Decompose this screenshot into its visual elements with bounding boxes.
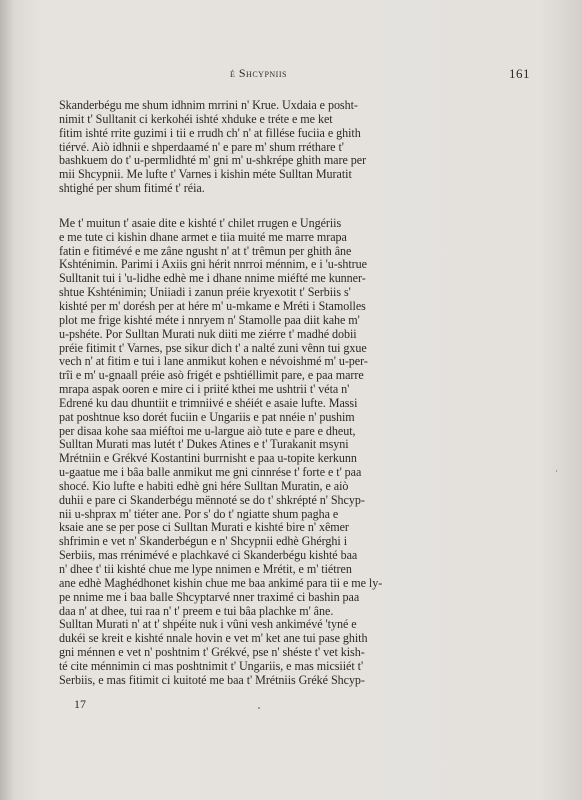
text-line: duhii e pare ci Skanderbégu mënnoté se do t' shkrépté n' Shcyp- <box>59 493 365 507</box>
text-line: gni ménnen e vet n' poshtnim t' Grékvé, pse n' shéste t' vet kish- <box>59 646 365 660</box>
text-line: fatin e fitimévé e me zâne ngusht n' at t' trêmun per ghith âne <box>59 244 352 258</box>
text-line: Skanderbégu me shum idhnim mrrini n' Krue. Uxdaia e posht- <box>59 99 358 112</box>
signature-mark: 17 <box>74 697 86 711</box>
text-line: préie fitimit t' Varnes, pse sikur dich t' a nalté zuni vênn tui gxue <box>59 341 367 355</box>
text-line: nii u-shprax m' tiéter ane. Por s' do t' ngiatte shum pagha e <box>59 507 339 521</box>
paper-speck <box>556 470 557 472</box>
text-line: nimit t' Sulltanit ci kerkohéi ishté xhduke e tréte e me ket <box>59 112 333 126</box>
text-line: shocé. Kio lufte e habiti edhè gni hére Sulltan Muratin, e aiò <box>59 479 349 493</box>
paragraph <box>59 99 531 196</box>
text-line: u-pshéte. Por Sulltan Murati nuk diiti me ziérre t' madhé dobii <box>59 327 357 341</box>
text-line: kishté per m' dorésh per at hére m' u-mkame e Mréti i Stamolles <box>59 299 366 313</box>
text-line: vech n' at fitim e tui i lane anmikut kohen e névoishmé m' u-per- <box>59 355 368 369</box>
paragraph <box>59 217 531 688</box>
text-line: fitim ishté rrite guzimi i tii e rrudh ch' n' at fillése fuciia e ghith <box>59 126 361 140</box>
text-line: per disaa kohe saa miéftoi me u-largue aiò tute e pare e dheut, <box>59 424 356 438</box>
text-line: mrapa aspak ooren e mire ci i priité kthei me ushtrii t' véta n' <box>59 383 350 397</box>
text-line: e me tute ci kishin dhane armet e tiia muité me marre mrapa <box>59 230 347 244</box>
text-line: bashkuem do t' u-permlidhté m' gni m' u-shkrépe ghith mare per <box>59 154 367 168</box>
text-line: shtighé per shum fitimé t' réia. <box>59 182 205 196</box>
running-title: é Shcypniis <box>230 66 287 80</box>
text-line: shtue Kshténimin; Uniiadi i zanun préie kryexotit t' Serbiis s' <box>59 286 351 300</box>
text-line: Sulltanit tui i 'u-lidhe edhè me i dhane nnime miéfté me kunner- <box>59 272 366 286</box>
page-number: 161 <box>509 66 530 81</box>
text-line: ksaie ane se per pose ci Sulltan Murati e kishté bire n' xêmer <box>59 521 349 535</box>
text-line: Edrené ku dau dhuntiit e trimniivé e shéiét e asaie lufte. Massi <box>59 396 358 410</box>
text-line: Serbiis, mas rrénimévé e plachkavé ci Skanderbégu kishté baa <box>59 549 358 563</box>
text-line: daa n' at dhee, tui raa n' t' preem e tui bâa plachke m' âne. <box>59 604 334 618</box>
text-line: trîi e m' u-gnaall préie asò frigét e pshtiéllimit pare, e paa marre <box>59 369 364 383</box>
text-line: ane edhè Maghédhonet kishin chue me baa ankimé para tii e me ly- <box>59 576 383 590</box>
text-line: dukéi se kreit e kishté nnale hovin e vet m' ket ane tui pase ghith <box>59 632 368 646</box>
text-line: pe nnime me i baa balle Shcyptarvé nner traximé ci bashin paa <box>59 590 360 604</box>
text-line: Me t' muitun t' asaie dite e kishté t' chilet rrugen e Ungériis <box>59 216 342 230</box>
text-line: Serbiis, e mas fitimit ci kuitoté me baa t' Mrétniis Gréké Shcyp- <box>59 673 365 687</box>
text-line: Sulltan Murati n' at t' shpéite nuk i vûni vesh ankimévé 'tyné e <box>59 618 357 632</box>
text-line: plot me frige kishté méte i nnryem n' Stamolle paa diit kahe m' <box>59 313 360 327</box>
text-line: shfrimin e vet n' Skanderbégun e n' Shcypnii edhè Ghérghi i <box>59 535 348 549</box>
text-line: mii Shcypnii. Me lufte t' Varnes i kishin méte Sulltan Muratit <box>59 168 352 182</box>
text-line: Sulltan Murati mas lutét t' Dukes Atines e t' Turakanit msyni <box>59 438 349 452</box>
text-line: tiérvé. Aiò idhnii e shperdaamé n' e pare m' shum rréthare t' <box>59 140 344 154</box>
text-line: pat poshtnue kso dorét fuciin e Ungariis e pat nnéie n' pushim <box>59 410 355 424</box>
text-line: u-gaatue me i bâa balle anmikut me gni cinnrése t' forte e t' paa <box>59 466 362 480</box>
paper-speck <box>258 707 260 709</box>
text-line: n' dhee t' tii kishté chue me lype nnimen e Mrétit, e m' tiétren <box>59 563 352 576</box>
text-line: té cite ménnimin ci mas poshtnimit t' Ungariis, e mas micsiiét t' <box>59 659 364 673</box>
body-text <box>59 99 531 688</box>
text-line: Kshténimin. Parimi i Axiis gni hérit nnrroi ménnim, e i 'u-shtrue <box>59 258 367 272</box>
text-line: Mrétniin e Grékvé Kostantini burrnisht e paa u-topite kerkunn <box>59 452 357 466</box>
